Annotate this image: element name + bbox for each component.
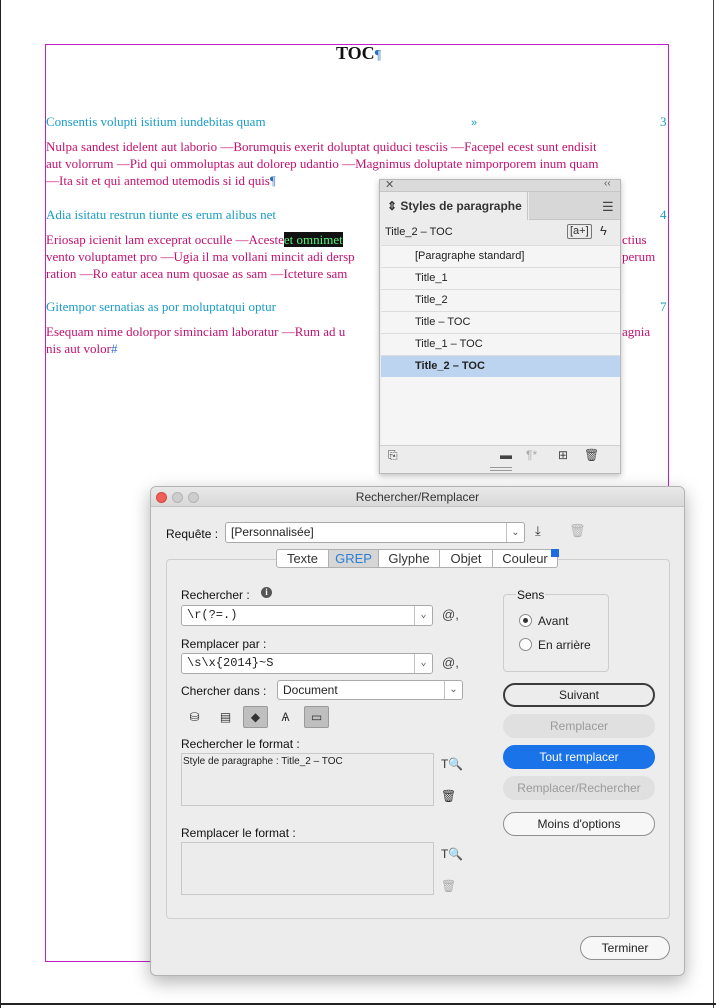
chevron-down-icon[interactable]: ⌄ (414, 654, 432, 673)
trash-icon[interactable]: 🗑 (441, 879, 457, 893)
tab-marker: » (471, 117, 478, 129)
direction-group (503, 594, 609, 672)
search-in-label: Chercher dans : (181, 684, 267, 698)
specify-change-format-icon[interactable]: T🔍 (441, 847, 464, 861)
line-text: nis aut volor (46, 341, 111, 356)
radio-backward[interactable] (519, 638, 532, 651)
query-value: [Personnalisée] (231, 525, 314, 539)
change-format-box[interactable] (181, 842, 434, 895)
toc-body-line[interactable]: ration —Ro eatur acea num quosae as sam —Icteture sam (46, 266, 348, 281)
toc-body-line[interactable]: Esequam nime dolorpor siminciam laboratur —Rum ad u (46, 324, 346, 339)
new-style-icon[interactable]: ⊞ (558, 448, 569, 462)
specify-find-format-icon[interactable]: T🔍 (441, 757, 464, 771)
find-what-field[interactable] (181, 605, 433, 626)
toc-line-tail: perum (622, 249, 656, 264)
search-in-select[interactable] (277, 680, 463, 700)
current-style-label: Title_2 – TOC (385, 226, 453, 238)
radio-forward[interactable] (519, 614, 532, 627)
panel-title-bar[interactable] (380, 180, 620, 192)
collapse-icon[interactable]: ‹‹ (604, 178, 611, 189)
tab-glyph[interactable]: Glyphe (379, 549, 440, 568)
toc-body-line[interactable]: aut volorrum —Pid qui ommoluptas aut dolorep udantio —Magnimus doluptate nimporporem inum quam (46, 156, 599, 171)
change-button[interactable]: Remplacer (503, 714, 655, 738)
trash-icon[interactable]: 🗑 (584, 448, 600, 462)
trash-icon[interactable]: 🗑 (441, 789, 457, 803)
special-characters-icon[interactable]: @, (442, 607, 459, 622)
change-to-field[interactable] (181, 653, 433, 674)
query-select[interactable] (225, 522, 525, 543)
line-text: —Ita sit et qui antemod utemodis si id quis (46, 173, 270, 188)
toc-body-line[interactable] (46, 172, 276, 189)
paragraph-styles-panel[interactable] (379, 179, 621, 474)
change-format-label: Remplacer le format : (181, 826, 296, 840)
text-selection[interactable]: et omnimet (283, 232, 343, 247)
tab-grep[interactable]: GREP (329, 549, 379, 568)
style-item[interactable]: Title – TOC (381, 311, 620, 333)
panel-footer (380, 445, 620, 465)
dialog-title: Rechercher/Remplacer (355, 490, 480, 504)
toc-heading-3[interactable]: Gitempor sernatias as por moluptatqui optur (46, 299, 276, 314)
style-item[interactable]: Title_1 (381, 267, 620, 289)
panel-tab-label: ⇕ Styles de paragraphe (387, 199, 522, 213)
line-text: Eriosap icienit lam exceprat occulle —Aceste (46, 232, 284, 247)
dialog-title-bar[interactable] (151, 487, 684, 507)
toc-page-number-3: 7 (660, 299, 667, 314)
load-styles-icon[interactable]: ⎘ (388, 448, 398, 462)
toc-line-tail: ctius (622, 232, 647, 247)
resize-grip-icon[interactable] (490, 467, 512, 471)
fewer-options-button[interactable]: Moins d'options (503, 812, 655, 836)
query-label: Requête : (166, 527, 219, 541)
chevron-down-icon[interactable]: ⌄ (414, 606, 432, 625)
include-locked-layers-icon[interactable]: ⛁ (189, 710, 200, 724)
search-in-value: Document (283, 683, 338, 697)
toc-page-number-2: 4 (660, 207, 667, 222)
change-value[interactable]: \s\x{2014}~S (187, 656, 274, 670)
include-hidden-layers-icon[interactable]: ◆ (243, 706, 268, 728)
create-style-group-icon[interactable]: [a+] (567, 224, 592, 239)
style-item[interactable]: [Paragraphe standard] (381, 245, 620, 267)
pilcrow-mark: ¶ (269, 173, 276, 188)
toc-body-line[interactable]: vento voluptamet pro —Ugia il ma vollani mincit adi dersp (46, 249, 355, 264)
title-text: TOC (336, 43, 375, 63)
toc-body-line[interactable] (46, 340, 118, 357)
save-query-icon[interactable]: ⤓ (535, 523, 541, 538)
radio-forward-label[interactable]: Avant (538, 614, 569, 628)
folder-icon[interactable]: ▬ (500, 448, 512, 462)
include-footnotes-icon[interactable]: ▭ (304, 706, 329, 728)
toc-heading-1[interactable]: Consentis volupti isitium iundebitas quam (46, 114, 266, 129)
radio-backward-label[interactable]: En arrière (538, 638, 591, 652)
find-format-label: Rechercher le format : (181, 737, 300, 751)
chevron-down-icon[interactable]: ⌄ (506, 523, 524, 542)
tab-object[interactable]: Objet (440, 549, 493, 568)
delete-query-icon[interactable]: 🗑 (569, 523, 586, 538)
toc-page-number-1: 3 (660, 114, 667, 129)
panel-menu-icon[interactable]: ☰ (602, 199, 614, 214)
change-label: Remplacer par : (181, 637, 267, 651)
find-label: Rechercher : (181, 588, 250, 602)
toc-line-tail: agnia (622, 324, 651, 339)
tab-color[interactable]: Couleur (493, 549, 558, 568)
accent-marker (551, 549, 559, 557)
document-title[interactable] (336, 43, 381, 64)
clear-overrides-icon[interactable]: ¶* (526, 448, 538, 462)
toc-body-line[interactable] (46, 231, 343, 248)
tab-text[interactable]: Texte (276, 549, 329, 568)
style-item[interactable]: Title_1 – TOC (381, 333, 620, 355)
page-edge-bottom (0, 1003, 716, 1005)
toc-body-line[interactable]: Nulpa sandest idelent aut laborio —Borumquis exerit doluptat quiduci tesciis —Facepel ecest sunt endisit (46, 139, 597, 154)
change-find-button[interactable]: Remplacer/Rechercher (503, 776, 655, 800)
chevron-down-icon[interactable]: ⌄ (444, 681, 462, 699)
page-edge-right (713, 0, 714, 1008)
include-master-pages-icon[interactable]: Ѧ (281, 710, 290, 724)
pilcrow-mark: ¶ (374, 48, 382, 63)
special-characters-icon[interactable]: @, (442, 655, 459, 670)
page-edge-left (0, 0, 1, 1008)
direction-label: Sens (517, 588, 545, 602)
sort-arrows-icon: ⇕ (387, 199, 401, 213)
style-item-selected[interactable]: Title_2 – TOC (381, 355, 620, 377)
include-locked-stories-icon[interactable]: ▤ (219, 710, 232, 724)
panel-tab[interactable] (380, 192, 528, 220)
find-value[interactable]: \r(?=.) (187, 608, 238, 622)
done-button[interactable]: Terminer (580, 936, 670, 960)
toc-heading-2[interactable]: Adia isitatu restrun tiunte es erum alibus net (46, 207, 276, 222)
style-item[interactable]: Title_2 (381, 289, 620, 311)
find-next-button[interactable]: Suivant (503, 683, 655, 707)
lightning-icon[interactable]: ϟ (600, 223, 607, 238)
end-of-story-mark: # (111, 341, 118, 356)
change-all-button[interactable]: Tout remplacer (503, 745, 655, 769)
find-format-box[interactable]: Style de paragraphe : Title_2 – TOC (181, 753, 434, 806)
find-replace-dialog[interactable] (150, 486, 685, 976)
info-icon[interactable]: i (261, 587, 272, 598)
close-icon[interactable]: ✕ (385, 179, 395, 191)
